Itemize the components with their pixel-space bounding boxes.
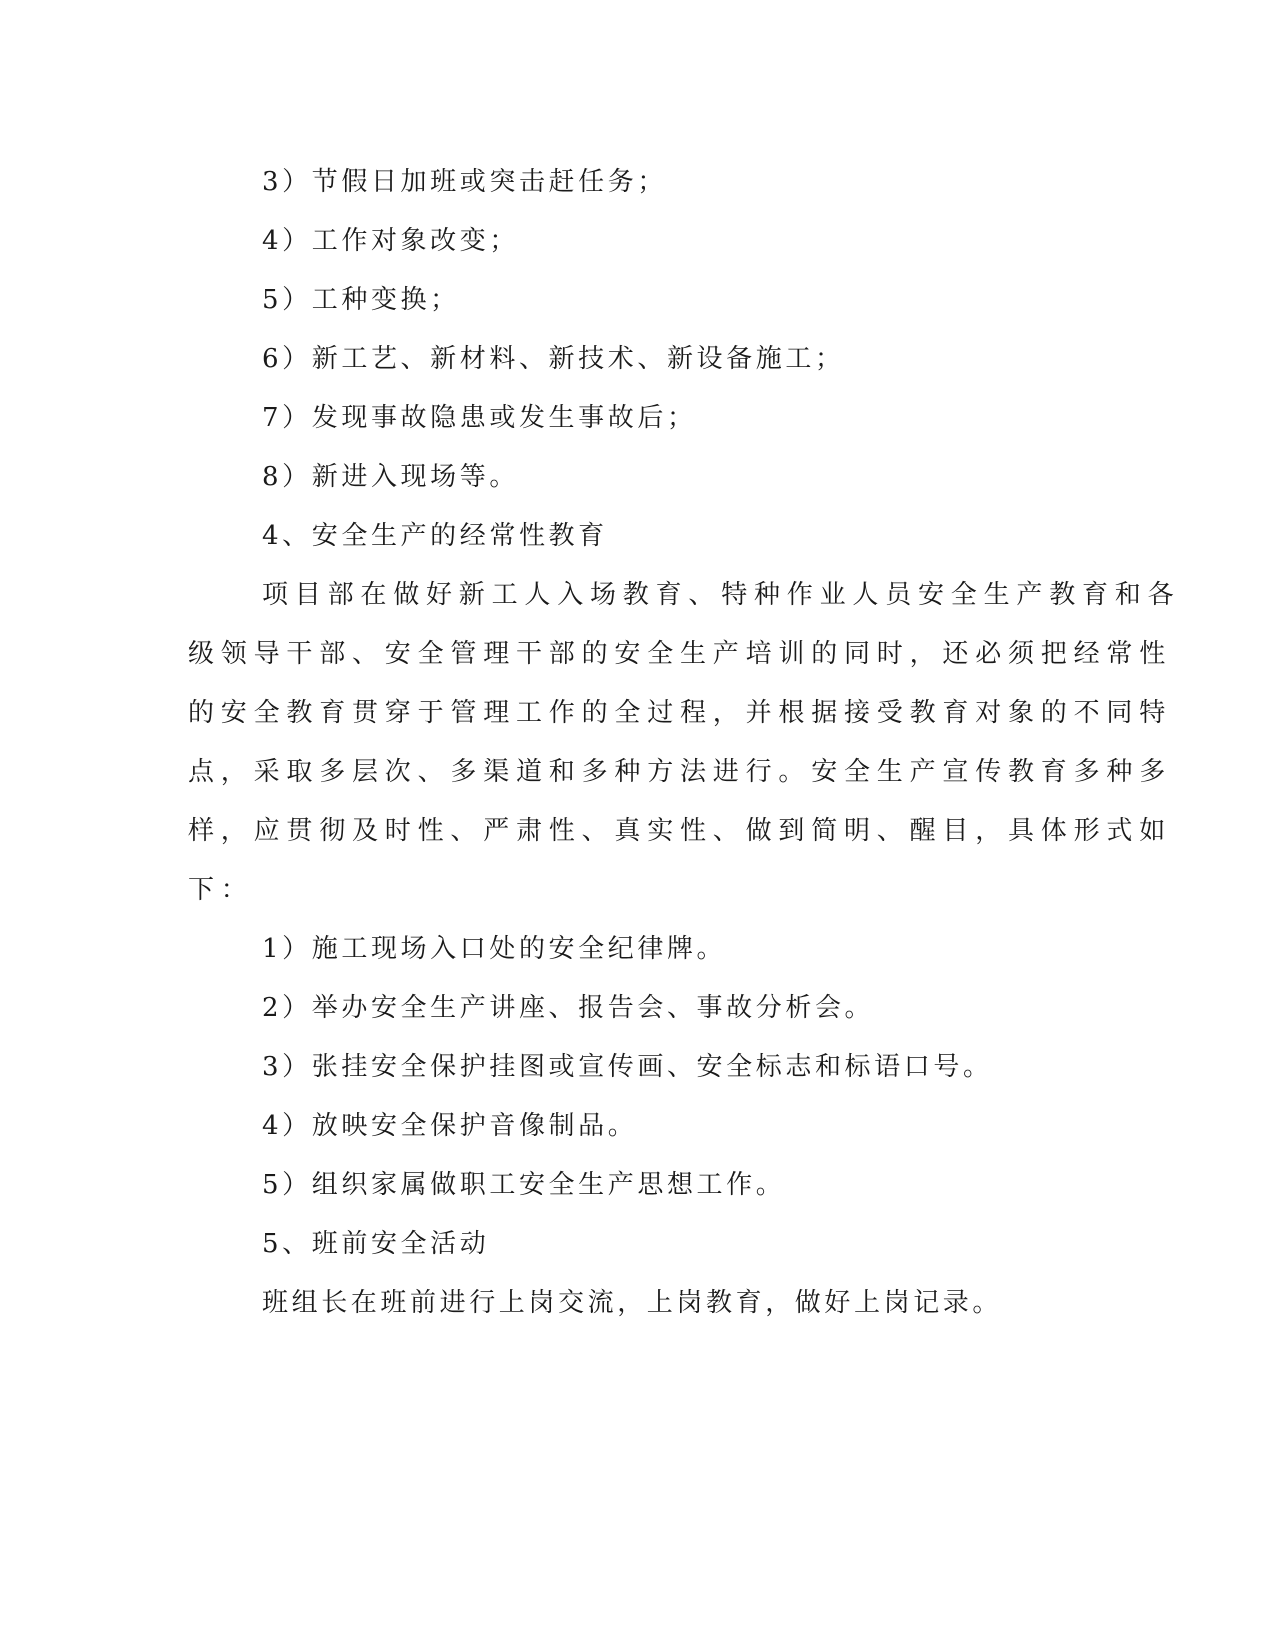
section-heading: 4、安全生产的经常性教育: [262, 521, 608, 551]
section-heading: 5、班前安全活动: [262, 1229, 490, 1259]
list-item: 7）发现事故隐患或发生事故后；: [262, 403, 697, 433]
paragraph-line: 点，采取多层次、多渠道和多种方法进行。安全生产宣传教育多种多: [188, 757, 1173, 787]
paragraph-line: 的安全教育贯穿于管理工作的全过程，并根据接受教育对象的不同特: [188, 698, 1173, 728]
list-item: 1）施工现场入口处的安全纪律牌。: [262, 934, 727, 964]
list-item: 3）张挂安全保护挂图或宣传画、安全标志和标语口号。: [262, 1052, 993, 1082]
list-item: 5）工种变换；: [262, 285, 460, 315]
list-item: 4）放映安全保护音像制品。: [262, 1111, 638, 1141]
list-item: 4）工作对象改变；: [262, 226, 519, 256]
paragraph-line: 班组长在班前进行上岗交流，上岗教育，做好上岗记录。: [262, 1288, 1003, 1318]
paragraph-line: 下：: [188, 875, 254, 905]
list-item: 3）节假日加班或突击赶任务；: [262, 167, 667, 197]
list-item: 5）组织家属做职工安全生产思想工作。: [262, 1170, 786, 1200]
list-item: 2）举办安全生产讲座、报告会、事故分析会。: [262, 993, 875, 1023]
paragraph-line: 样，应贯彻及时性、严肃性、真实性、做到简明、醒目，具体形式如: [188, 816, 1173, 846]
paragraph-line: 项目部在做好新工人入场教育、特种作业人员安全生产教育和各: [262, 580, 1181, 610]
list-item: 8）新进入现场等。: [262, 462, 519, 492]
list-item: 6）新工艺、新材料、新技术、新设备施工；: [262, 344, 845, 374]
paragraph-line: 级领导干部、安全管理干部的安全生产培训的同时，还必须把经常性: [188, 639, 1173, 669]
